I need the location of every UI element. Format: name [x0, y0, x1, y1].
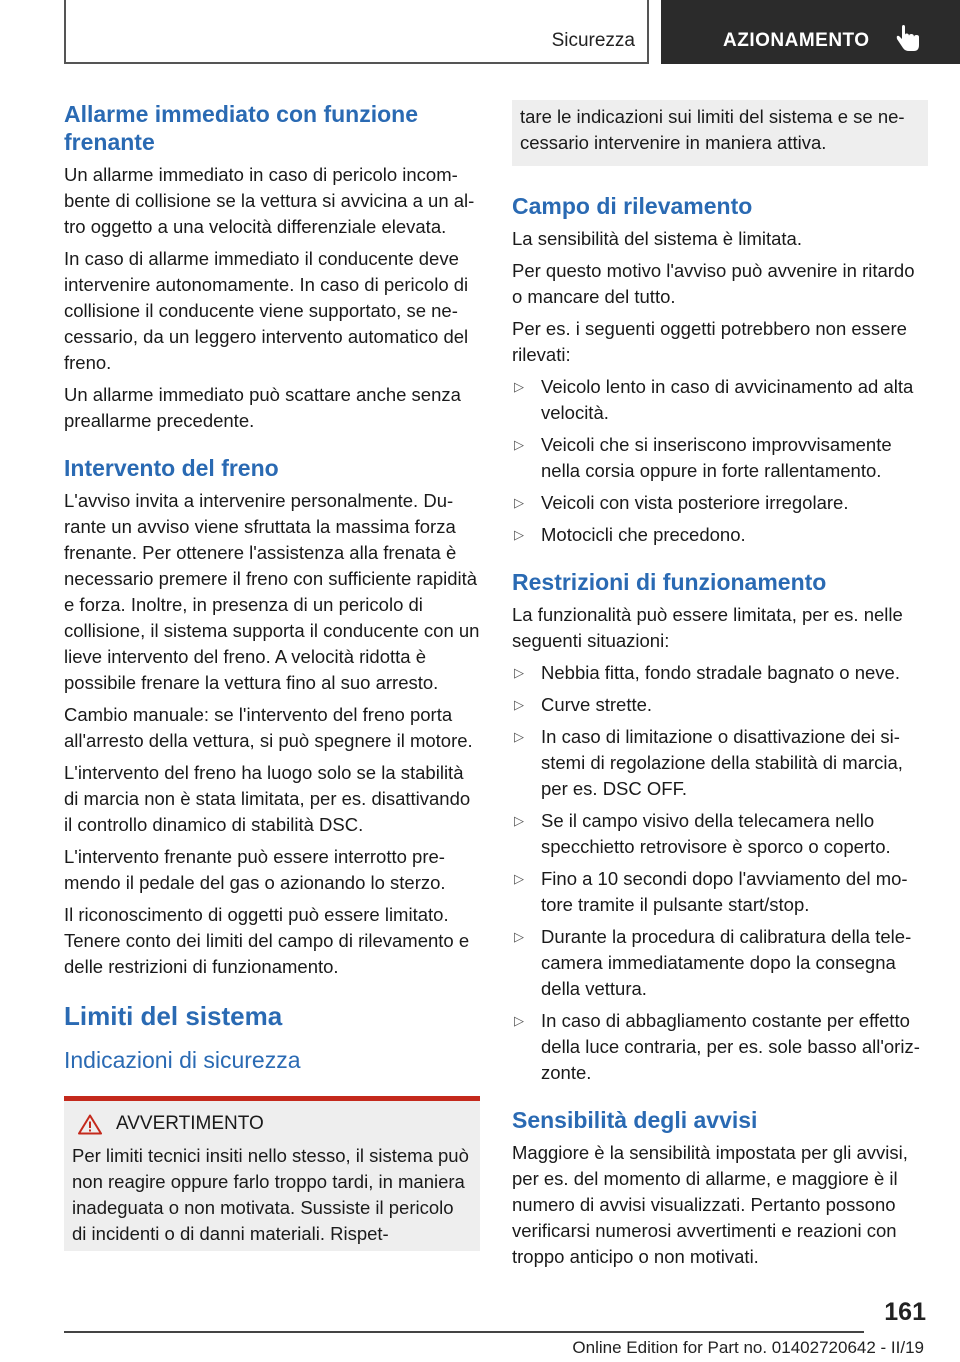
list-item: ▷ Durante la procedura di calibratura della telecamera immediatamente dopo la consegna della vettura. — [514, 926, 912, 999]
header-section-box — [64, 0, 649, 64]
heading-safety-notes: Indicazioni di sicurezza — [64, 1047, 301, 1073]
paragraph: Cambio manuale: se l'intervento del freno porta all'arresto della vettura, si può spegnere il motore. — [64, 704, 473, 751]
list-item: ▷ Fino a 10 secondi dopo l'avviamento del motore tramite il pulsante start/stop. — [514, 868, 908, 915]
warning-text: Per limiti tecnici insiti nello stesso, il sistema può non reagire oppure farlo troppo tardi, in maniera inadeguata o non motivata. Sussiste il pericolo di incidenti o di danni materiali. Rispet- — [72, 1145, 469, 1244]
bullet-triangle-icon: ▷ — [514, 527, 524, 542]
heading-brake-intervention: Intervento del freno — [64, 455, 279, 481]
paragraph: L'intervento frenante può essere interrotto premendo il pedale del gas o azionando lo sterzo. — [64, 846, 446, 893]
bullet-triangle-icon: ▷ — [514, 495, 524, 510]
list-item: ▷ Veicolo lento in caso di avvicinamento ad alta velocità. — [514, 376, 914, 423]
heading-restrictions: Restrizioni di funzionamento — [512, 569, 827, 595]
list-item: ▷ Se il campo visivo della telecamera nello specchietto retrovisore è sporco o coperto. — [514, 810, 891, 857]
bullet-triangle-icon: ▷ — [514, 871, 524, 886]
warning-box-continued — [512, 100, 928, 166]
paragraph: L'intervento del freno ha luogo solo se la stabilità di marcia non è stata limitata, per es. disattivando il controllo dinamico di stabilità DSC. — [64, 762, 471, 835]
paragraph: Per questo motivo l'avviso può avvenire in ritardo o mancare del tutto. — [512, 260, 915, 307]
bullet-triangle-icon: ▷ — [514, 665, 524, 680]
restrictions-list — [512, 660, 928, 1086]
warning-header — [72, 1113, 472, 1135]
paragraph: In caso di allarme immediato il conducente deve intervenire autonomamente. In caso di pericolo di collisione il conducente viene supportato, se necessario, da un leggero intervento automatico del freno. — [64, 248, 469, 373]
footer-divider — [64, 1331, 864, 1333]
paragraph: Per es. i seguenti oggetti potrebbero non essere rilevati: — [512, 318, 907, 365]
undetected-objects-list — [512, 374, 928, 548]
list-item: ▷ Nebbia fitta, fondo stradale bagnato o neve. — [512, 660, 928, 686]
footer-edition: Online Edition for Part no. 01402720642 - II/19 — [572, 1338, 924, 1357]
warning-box — [64, 1096, 480, 1251]
paragraph: La sensibilità del sistema è limitata. — [512, 228, 802, 249]
page-number: 161 — [884, 1298, 926, 1326]
paragraph: Un allarme immediato può scattare anche senza preallarme precedente. — [64, 384, 461, 431]
chapter-title: AZIONAMENTO — [723, 30, 870, 51]
paragraph: Un allarme immediato in caso di pericolo incombente di collisione se la vettura si avvicina a un altro oggetto a una velocità differenziale elevata. — [64, 164, 475, 237]
heading-system-limits: Limiti del sistema — [64, 1001, 283, 1031]
paragraph: Il riconoscimento di oggetti può essere limitato. Tenere conto dei limiti del campo di rilevamento e delle restrizioni di funzionamento. — [64, 904, 470, 977]
warning-text-continued: tare le indicazioni sui limiti del sistema e se necessario intervenire in maniera attiva. — [520, 106, 905, 153]
section-title: Sicurezza — [551, 30, 635, 51]
bullet-triangle-icon: ▷ — [514, 729, 524, 744]
list-item: ▷ Motocicli che precedono. — [512, 522, 928, 548]
list-item: ▷ In caso di limitazione o disattivazione dei sistemi di regolazione della stabilità di marcia, per es. DSC OFF. — [514, 726, 903, 799]
list-item: ▷ In caso di abbagliamento costante per effetto della luce contraria, per es. sole basso all'orizzonte. — [514, 1010, 920, 1083]
paragraph: La funzionalità può essere limitata, per es. nelle seguenti situazioni: — [512, 604, 903, 651]
bullet-triangle-icon: ▷ — [514, 813, 524, 828]
paragraph: Maggiore è la sensibilità impostata per gli avvisi, per es. del momento di allarme, e maggiore è il numero di avvisi visualizzati. Pertanto possono verificarsi numerosi avvertimenti e reazioni con troppo anticipo o non motivati. — [512, 1142, 908, 1267]
bullet-triangle-icon: ▷ — [514, 1013, 524, 1028]
heading-warning-sensitivity: Sensibilità degli avvisi — [512, 1107, 758, 1133]
right-column — [512, 100, 928, 1276]
heading-immediate-alarm: Allarme immediato con funzione frenante — [64, 101, 418, 155]
header-chapter-box — [661, 0, 960, 64]
bullet-triangle-icon: ▷ — [514, 929, 524, 944]
heading-detection-range: Campo di rilevamento — [512, 193, 753, 219]
warning-triangle-icon — [78, 1114, 102, 1135]
paragraph: L'avviso invita a intervenire personalmente. Durante un avviso viene sfruttata la massima forza frenante. Per ottenere l'assistenza alla frenata è necessario premere il freno con sufficiente rapidità e forza. Inoltre, in presenza di un pericolo di collisione, il sistema supporta il conducente con un lieve intervento del freno. A velocità ridotta è possibile frenare la vettura fino al suo arresto. — [64, 490, 480, 693]
hand-pointer-icon — [895, 24, 921, 52]
bullet-triangle-icon: ▷ — [514, 379, 524, 394]
list-item: ▷ Veicoli con vista posteriore irregolare. — [512, 490, 928, 516]
left-column — [64, 100, 480, 1251]
list-item: ▷ Veicoli che si inseriscono improvvisamente nella corsia oppure in forte rallentamento. — [514, 434, 892, 481]
bullet-triangle-icon: ▷ — [514, 697, 524, 712]
bullet-triangle-icon: ▷ — [514, 437, 524, 452]
warning-title: AVVERTIMENTO — [116, 1113, 264, 1134]
list-item: ▷ Curve strette. — [512, 692, 928, 718]
